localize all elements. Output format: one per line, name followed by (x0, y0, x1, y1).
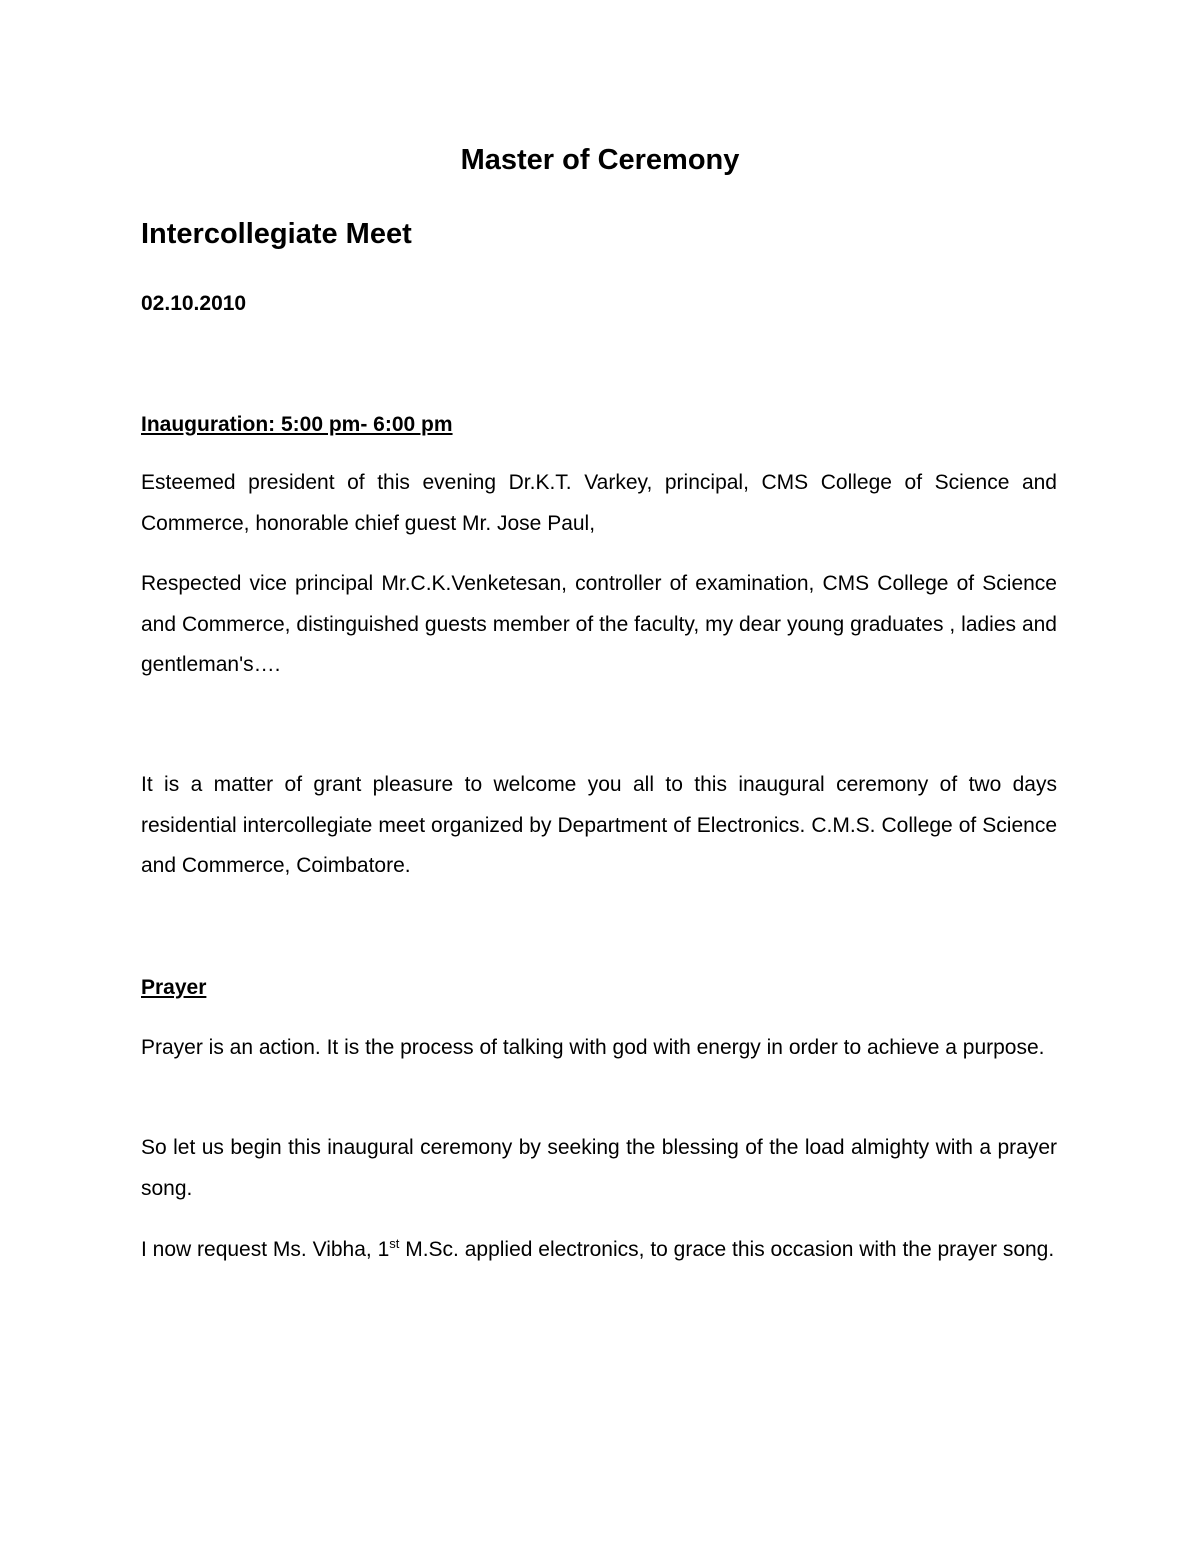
prayer-paragraph-2: So let us begin this inaugural ceremony by seeking the blessing of the load almighty with a prayer song. (141, 1136, 1057, 1200)
ordinal-suffix: st (389, 1236, 400, 1251)
prayer-paragraph-3-end: M.Sc. applied electronics, to grace this occasion with the prayer song. (399, 1238, 1055, 1261)
document-title: Master of Ceremony (460, 144, 740, 176)
document-subtitle: Intercollegiate Meet (141, 218, 412, 250)
document-date: 02.10.2010 (141, 292, 247, 315)
inauguration-paragraph-3: It is a matter of grant pleasure to welcome you all to this inaugural ceremony of two days residential intercollegiate meet organized by Department of Electronics. C.M.S. College of Science and Commerce, Coimbatore. (141, 773, 1057, 878)
prayer-paragraph-3 (141, 1230, 1057, 1271)
prayer-paragraph-1: Prayer is an action. It is the process of talking with god with energy in order to achieve a purpose. (141, 1036, 1045, 1059)
prayer-heading: Prayer (141, 976, 207, 999)
prayer-paragraph-3-start: I now request Ms. Vibha, 1 (141, 1238, 390, 1261)
inauguration-heading: Inauguration: 5:00 pm- 6:00 pm (141, 413, 453, 436)
inauguration-paragraph-1: Esteemed president of this evening Dr.K.T. Varkey, principal, CMS College of Science and Commerce, honorable chief guest Mr. Jose Paul, (141, 471, 1057, 535)
inauguration-paragraph-2: Respected vice principal Mr.C.K.Venketesan, controller of examination, CMS College of Science and Commerce, distinguished guests member of the faculty, my dear young graduates , ladies and gentleman's…. (141, 572, 1057, 677)
